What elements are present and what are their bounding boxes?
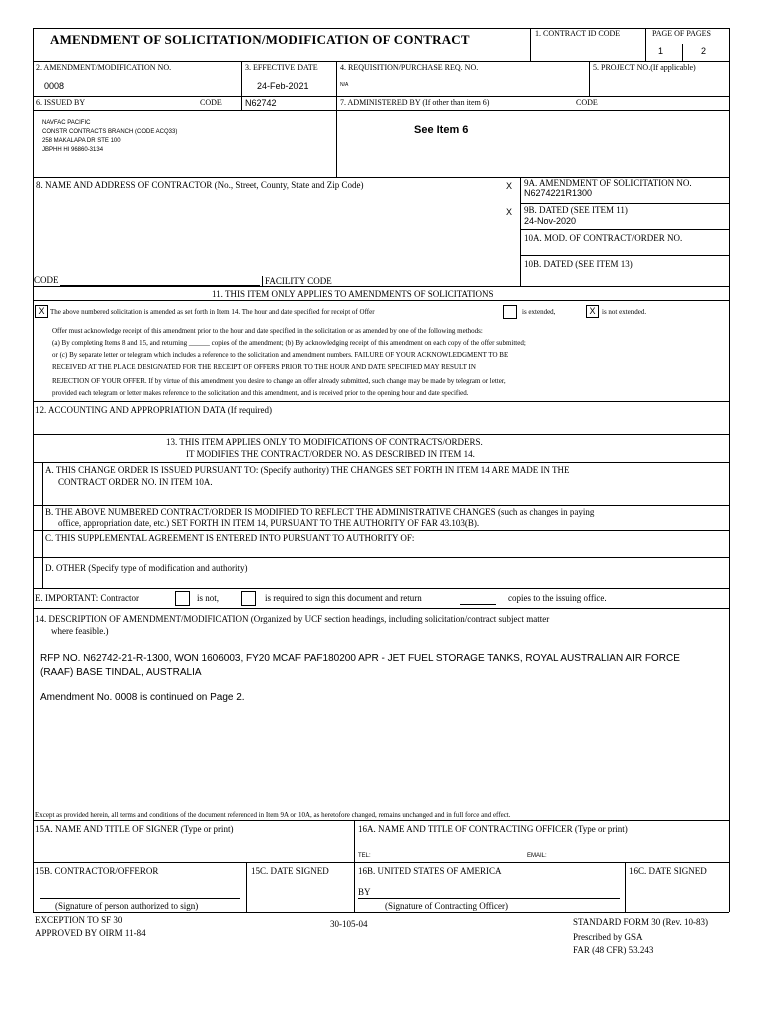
- amendment-no-label: 2. AMENDMENT/MODIFICATION NO.: [36, 63, 172, 72]
- description-line-2: (RAAF) BASE TINDAL, AUSTRALIA: [40, 667, 202, 678]
- item-13b-line-2: office, appropriation date, etc.) SET FORTH IN ITEM 14, PURSUANT TO THE AUTHORITY OF FAR 43.103(B).: [58, 518, 480, 528]
- item-9b-value[interactable]: 24-Nov-2020: [524, 216, 577, 226]
- copies-blank[interactable]: [460, 604, 496, 605]
- item-13a-line-1: A. THIS CHANGE ORDER IS ISSUED PURSUANT TO: (Specify authority) THE CHANGES SET FORTH IN ITEM 14 ARE MADE IN THE: [45, 465, 570, 475]
- issuer-line-4: JBPHH HI 96860-3134: [42, 147, 104, 153]
- effective-date-value[interactable]: 24-Feb-2021: [257, 81, 309, 91]
- item-15b-label: 15B. CONTRACTOR/OFFEROR: [35, 866, 159, 876]
- page-number: 1: [658, 46, 664, 56]
- footer-far: FAR (48 CFR) 53.243: [573, 945, 654, 955]
- item-16a-label: 16A. NAME AND TITLE OF CONTRACTING OFFICER (Type or print): [358, 824, 628, 834]
- administered-code-label: CODE: [576, 98, 598, 107]
- item-11-text: The above numbered solicitation is amended as set forth in Item 14. The hour and date specified for receipt of Offer: [50, 308, 375, 316]
- by-label: BY: [358, 887, 371, 897]
- footer-exception: EXCEPTION TO SF 30: [35, 915, 123, 925]
- issuer-line-3: 258 MAKALAPA DR STE 100: [42, 138, 121, 144]
- item-11-header: 11. THIS ITEM ONLY APPLIES TO AMENDMENTS OF SOLICITATIONS: [212, 289, 494, 299]
- administered-label: 7. ADMINISTERED BY (If other than item 6): [340, 98, 490, 107]
- footer-standard-form: STANDARD FORM 30 (Rev. 10-83): [573, 917, 708, 927]
- footer-approved: APPROVED BY OIRM 11-84: [35, 928, 146, 938]
- email-label: EMAIL:: [527, 853, 547, 859]
- item-13b-line-1: B. THE ABOVE NUMBERED CONTRACT/ORDER IS MODIFIED TO REFLECT THE ADMINISTRATIVE CHANGES (such as changes in paying: [45, 507, 595, 517]
- issued-by-label: 6. ISSUED BY: [36, 98, 86, 107]
- item-9a-value[interactable]: N6274221R1300: [524, 188, 593, 198]
- contractor-code-label: CODE: [34, 275, 59, 285]
- contractor-is-not-checkbox[interactable]: [175, 591, 190, 606]
- project-no-label: 5. PROJECT NO.(If applicable): [593, 63, 696, 72]
- item-11-body-3: or (c) By separate letter or telegram which includes a reference to the solicitation and amendment numbers. FAILURE OF YOUR ACKNOWLEDGMENT TO BE: [52, 351, 509, 359]
- is-not-extended-checkbox[interactable]: X: [586, 305, 599, 318]
- effective-date-label: 3. EFFECTIVE DATE: [245, 63, 318, 72]
- item-14-label-1: 14. DESCRIPTION OF AMENDMENT/MODIFICATION (Organized by UCF section headings, including solicitation/contract subject matter: [35, 614, 550, 624]
- requisition-label: 4. REQUISITION/PURCHASE REQ. NO.: [340, 63, 479, 72]
- description-line-1: RFP NO. N62742-21-R-1300, WON 1606003, FY20 MCAF PAF180200 APR - JET FUEL STORAGE TANKS, ROYAL AUSTRALIAN AIR FORCE: [40, 653, 680, 664]
- item-e-label: E. IMPORTANT: Contractor: [35, 593, 140, 603]
- item-e-copies: copies to the issuing office.: [508, 593, 607, 603]
- item-10a-label: 10A. MOD. OF CONTRACT/ORDER NO.: [524, 233, 683, 243]
- issued-code-label: CODE: [200, 98, 222, 107]
- contractor-signature-line[interactable]: [40, 898, 240, 899]
- requisition-value[interactable]: N/A: [340, 82, 349, 88]
- item-11-body-2: (a) By completing Items 8 and 15, and returning ______ copies of the amendment; (b) By acknowledging receipt of this amendment on each copy of the offer submitted;: [52, 339, 526, 347]
- item-9a-label: 9A. AMENDMENT OF SOLICITATION NO.: [524, 178, 692, 188]
- amendment-no-value[interactable]: 0008: [44, 81, 65, 91]
- form-top-border: [33, 28, 729, 29]
- officer-signature-line[interactable]: [358, 898, 620, 899]
- item-13-header-1: 13. THIS ITEM APPLIES ONLY TO MODIFICATIONS OF CONTRACTS/ORDERS.: [166, 437, 483, 447]
- item-16c-label: 16C. DATE SIGNED: [629, 866, 707, 876]
- except-text: Except as provided herein, all terms and conditions of the document referenced in Item 9A or 10A, as heretofore changed, remains unchanged and in full force and effect.: [35, 811, 511, 819]
- item-9a-mark[interactable]: X: [506, 181, 513, 191]
- contract-id-label: 1. CONTRACT ID CODE: [535, 29, 621, 38]
- signature-officer-caption: (Signature of Contracting Officer): [385, 901, 509, 911]
- issuer-line-1: NAVFAC PACIFIC: [42, 120, 91, 126]
- item-11-body-4: RECEIVED AT THE PLACE DESIGNATED FOR THE RECEIPT OF OFFERS PRIOR TO THE HOUR AND DATE SPECIFIED MAY RESULT IN: [52, 363, 476, 371]
- item-9b-mark[interactable]: X: [506, 207, 513, 217]
- footer-prescribed: Prescribed by GSA: [573, 932, 643, 942]
- is-extended-checkbox[interactable]: [503, 305, 517, 319]
- item-12-label: 12. ACCOUNTING AND APPROPRIATION DATA (If required): [35, 405, 273, 415]
- item-13c: C. THIS SUPPLEMENTAL AGREEMENT IS ENTERED INTO PURSUANT TO AUTHORITY OF:: [45, 533, 415, 543]
- contractor-is-required-checkbox[interactable]: [241, 591, 256, 606]
- footer-form-number: 30-105-04: [330, 919, 368, 929]
- see-item-6: See Item 6: [414, 124, 469, 136]
- item-13-header-2: IT MODIFIES THE CONTRACT/ORDER NO. AS DESCRIBED IN ITEM 14.: [186, 449, 475, 459]
- issued-code-value[interactable]: N62742: [245, 98, 277, 108]
- facility-code-label: FACILITY CODE: [265, 276, 332, 286]
- form-title: AMENDMENT OF SOLICITATION/MODIFICATION OF CONTRACT: [50, 32, 470, 47]
- item-11-body-6: provided each telegram or letter makes reference to the solicitation and this amendment, and is received prior to the opening hour and date specified.: [52, 389, 469, 397]
- item-13a-line-2: CONTRACT ORDER NO. IN ITEM 10A.: [58, 477, 213, 487]
- page-of-pages-label: PAGE OF PAGES: [652, 29, 711, 38]
- item-9b-label: 9B. DATED (SEE ITEM 11): [524, 205, 628, 215]
- item-14-label-2: where feasible.): [51, 626, 109, 636]
- item-11-body-5: REJECTION OF YOUR OFFER. If by virtue of this amendment you desire to change an offer already submitted, such change may be made by telegram or letter,: [52, 377, 506, 385]
- is-extended-label: is extended,: [522, 308, 556, 316]
- description-line-3: Amendment No. 0008 is continued on Page 2.: [40, 692, 245, 703]
- item-13d: D. OTHER (Specify type of modification and authority): [45, 563, 248, 573]
- item-15c-label: 15C. DATE SIGNED: [251, 866, 329, 876]
- total-pages: 2: [701, 46, 707, 56]
- issuer-line-2: CONSTR CONTRACTS BRANCH (CODE ACQ33): [42, 129, 178, 135]
- item-16b-label: 16B. UNITED STATES OF AMERICA: [358, 866, 502, 876]
- item-e-is-not: is not,: [197, 593, 220, 603]
- item-15a-label: 15A. NAME AND TITLE OF SIGNER (Type or print): [35, 824, 234, 834]
- is-not-extended-label: is not extended.: [602, 308, 647, 316]
- item-11-body-1: Offer must acknowledge receipt of this amendment prior to the hour and date specified in the solicitation or as amended by one of the following methods:: [52, 327, 483, 335]
- tel-label: TEL:: [358, 853, 371, 859]
- signature-person-caption: (Signature of person authorized to sign): [55, 901, 199, 911]
- item-10b-label: 10B. DATED (SEE ITEM 13): [524, 259, 633, 269]
- contractor-label: 8. NAME AND ADDRESS OF CONTRACTOR (No., Street, County, State and Zip Code): [36, 180, 364, 190]
- item-e-required: is required to sign this document and return: [265, 593, 422, 603]
- item-11-checkbox[interactable]: X: [35, 305, 48, 318]
